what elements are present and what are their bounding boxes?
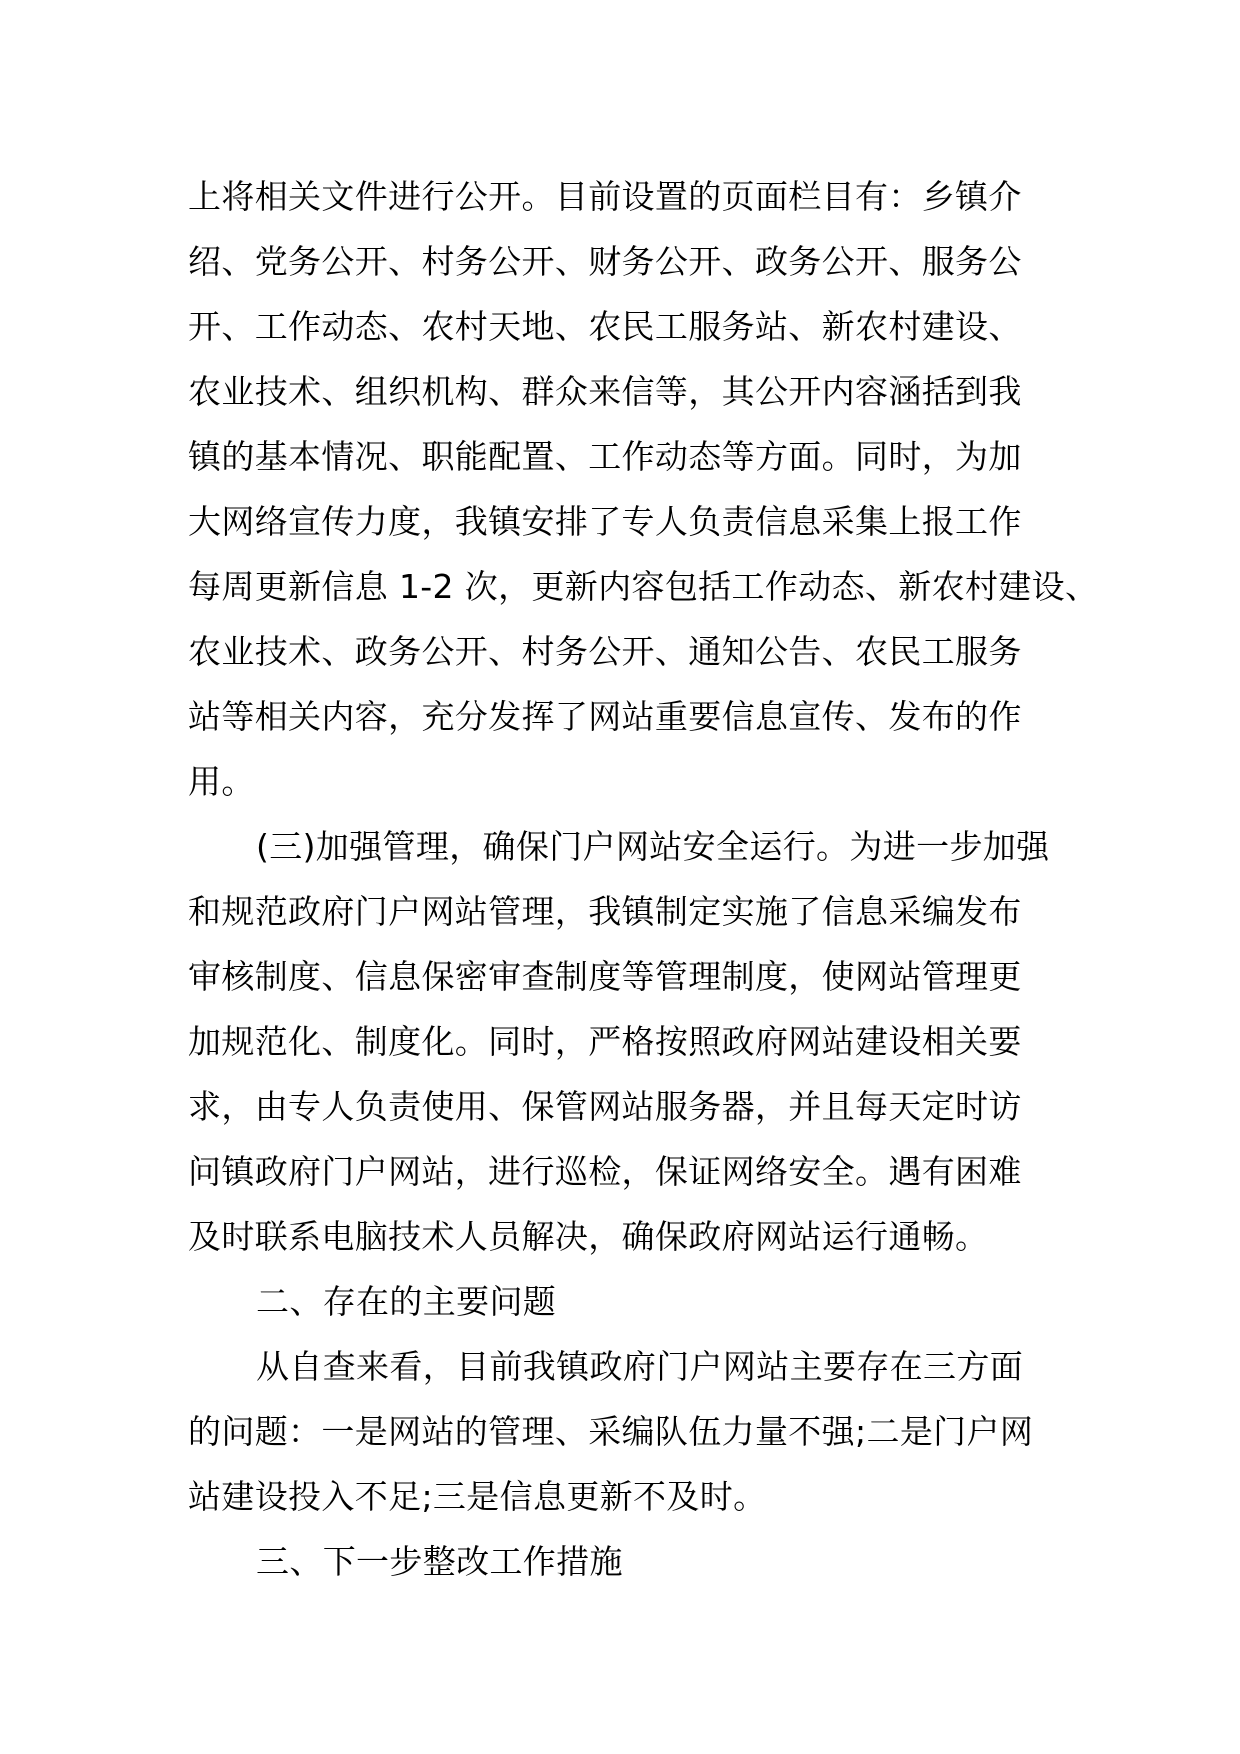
text-line: 农业技术、组织机构、群众来信等，其公开内容涵括到我 (188, 372, 1022, 411)
section-heading-management: (三)加强管理，确保门户网站安全运行。为进一步加强 (256, 827, 1050, 866)
text-line: 从自查来看，目前我镇政府门户网站主要存在三方面 (256, 1347, 1024, 1386)
text-line: 用。 (188, 762, 255, 801)
text-line: 问镇政府门户网站，进行巡检，保证网络安全。遇有困难 (188, 1152, 1022, 1191)
text-line: 求，由专人负责使用、保管网站服务器，并且每天定时访 (188, 1087, 1022, 1126)
text-line: 的问题：一是网站的管理、采编队伍力量不强;二是门户网 (188, 1412, 1034, 1451)
section-heading-measures: 三、下一步整改工作措施 (256, 1542, 623, 1581)
text-line: 加规范化、制度化。同时，严格按照政府网站建设相关要 (188, 1022, 1022, 1061)
section-heading-problems: 二、存在的主要问题 (256, 1282, 557, 1321)
text-line: 审核制度、信息保密审查制度等管理制度，使网站管理更 (188, 957, 1022, 996)
text-line: 每周更新信息 1-2 次，更新内容包括工作动态、新农村建设、 (188, 567, 1099, 606)
text-line: 开、工作动态、农村天地、农民工服务站、新农村建设、 (188, 307, 1022, 346)
text-line: 上将相关文件进行公开。目前设置的页面栏目有：乡镇介 (188, 177, 1022, 216)
text-line: 站建设投入不足;三是信息更新不及时。 (188, 1477, 767, 1516)
text-line: 农业技术、政务公开、村务公开、通知公告、农民工服务 (188, 632, 1022, 671)
text-line: 镇的基本情况、职能配置、工作动态等方面。同时，为加 (188, 437, 1022, 476)
document-body (188, 164, 1099, 1594)
text-line: 及时联系电脑技术人员解决，确保政府网站运行通畅。 (188, 1217, 989, 1256)
text-line: 绍、党务公开、村务公开、财务公开、政务公开、服务公 (188, 242, 1022, 281)
text-line: 和规范政府门户网站管理，我镇制定实施了信息采编发布 (188, 892, 1022, 931)
text-line: 大网络宣传力度，我镇安排了专人负责信息采集上报工作 (188, 502, 1022, 541)
text-line: 站等相关内容，充分发挥了网站重要信息宣传、发布的作 (188, 697, 1022, 736)
